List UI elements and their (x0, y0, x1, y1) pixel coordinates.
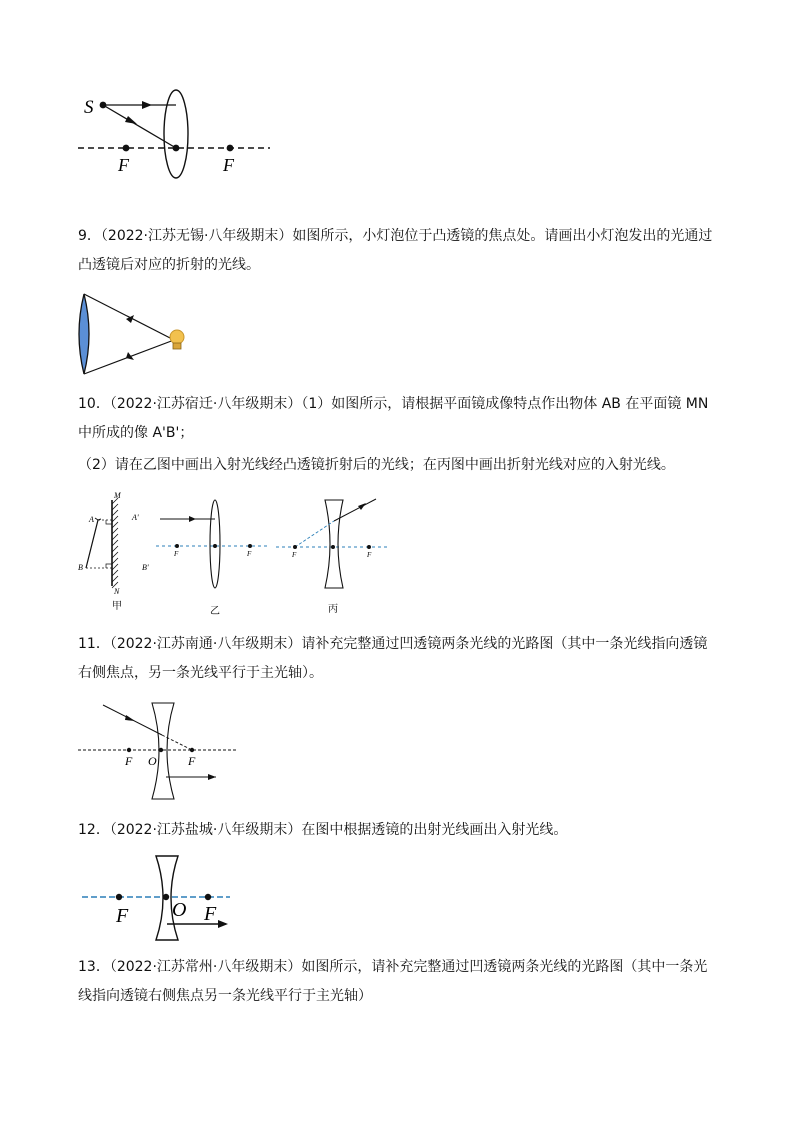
focal-point-right (248, 544, 252, 548)
label-f-left: F (118, 155, 129, 175)
arrow-icon (125, 715, 135, 721)
figure-yi (156, 500, 268, 617)
label-f-left: F (292, 551, 297, 559)
concave-lens (152, 703, 174, 799)
object-ab (86, 520, 98, 568)
question-13-text: 13．（2022·江苏常州·八年级期末）如图所示，请补充完整通过凹透镜两条光线的光路图（其中一条光线指向透镜右侧焦点另一条光线平行于主光轴） (78, 959, 708, 1004)
figure-convex-lens-source-s (70, 82, 290, 182)
figure-bing (276, 499, 390, 615)
figure-concave-lens-q12 (76, 852, 236, 944)
optical-center (163, 894, 169, 900)
focal-point-left (127, 748, 131, 752)
arrow-icon (125, 116, 137, 124)
question-9-text: 9．（2022·江苏无锡·八年级期末）如图所示，小灯泡位于凸透镜的焦点处。请画出小灯泡发出的光通过凸透镜后对应的折射的光线。 (78, 228, 713, 273)
convex-lens (79, 294, 89, 374)
focal-point-left (116, 894, 122, 900)
focal-point-left (123, 145, 130, 152)
optical-center (331, 545, 335, 549)
label-m: M (114, 491, 121, 500)
label-b-prime: B' (142, 563, 149, 572)
figure-concave-lens-q11 (70, 695, 250, 805)
bulb-base (173, 343, 181, 349)
label-f-right: F (188, 754, 196, 768)
focal-point-right (227, 145, 234, 152)
label-o: O (172, 899, 187, 921)
figure-jia (78, 491, 149, 612)
optical-center (159, 748, 163, 752)
label-f-left: F (125, 754, 133, 768)
arrow-icon (208, 774, 216, 780)
label-s: S (84, 97, 94, 118)
label-f-right: F (247, 550, 252, 558)
arrow-icon (358, 503, 366, 510)
label-n: N (114, 587, 120, 596)
concave-lens (325, 500, 343, 588)
focal-point-right (205, 894, 211, 900)
label-f-right: F (223, 155, 234, 175)
label-o: O (148, 754, 157, 768)
optical-center (173, 145, 180, 152)
arrow-icon (142, 101, 152, 109)
light-bulb-icon (170, 330, 184, 344)
caption-yi: 乙 (210, 606, 220, 617)
focal-point-right (367, 545, 371, 549)
question-11-text: 11．（2022·江苏南通·八年级期末）请补充完整通过凹透镜两条光线的光路图（其中一条光线指向透镜右侧焦点，另一条光线平行于主光轴）。 (78, 636, 708, 681)
mirror-hatching (112, 498, 118, 588)
label-f-left: F (116, 905, 129, 927)
light-ray-upper (84, 294, 174, 340)
focal-point-left (293, 545, 297, 549)
optical-center (213, 544, 217, 548)
caption-jia: 甲 (112, 601, 122, 612)
focal-point-right (190, 748, 194, 752)
extension-line (295, 521, 334, 547)
figure-jia-yi-bing (70, 488, 400, 618)
label-b: B (78, 563, 83, 572)
label-f-right: F (204, 903, 217, 925)
label-a: A (89, 515, 94, 524)
arrow-icon (189, 516, 196, 522)
arrow-icon (218, 920, 228, 928)
question-12-text: 12．（2022·江苏盐城·八年级期末）在图中根据透镜的出射光线画出入射光线。 (78, 822, 568, 838)
right-angle-mark (106, 564, 112, 568)
focal-point-left (175, 544, 179, 548)
convex-lens (164, 90, 188, 178)
right-angle-mark (106, 520, 112, 524)
refracted-ray (334, 499, 376, 521)
label-f-left: F (174, 550, 179, 558)
question-10-text-part1: 10．（2022·江苏宿迁·八年级期末）（1）如图所示，请根据平面镜成像特点作出物体 AB 在平面镜 MN 中所成的像 A'B'； (78, 396, 709, 441)
figure-bulb-lens (70, 290, 200, 382)
question-10-text-part2: （2）请在乙图中画出入射光线经凸透镜折射后的光线；在丙图中画出折射光线对应的入射光线。 (78, 457, 675, 473)
label-f-right: F (367, 551, 372, 559)
label-a-prime: A' (132, 513, 139, 522)
caption-bing: 丙 (328, 604, 338, 615)
